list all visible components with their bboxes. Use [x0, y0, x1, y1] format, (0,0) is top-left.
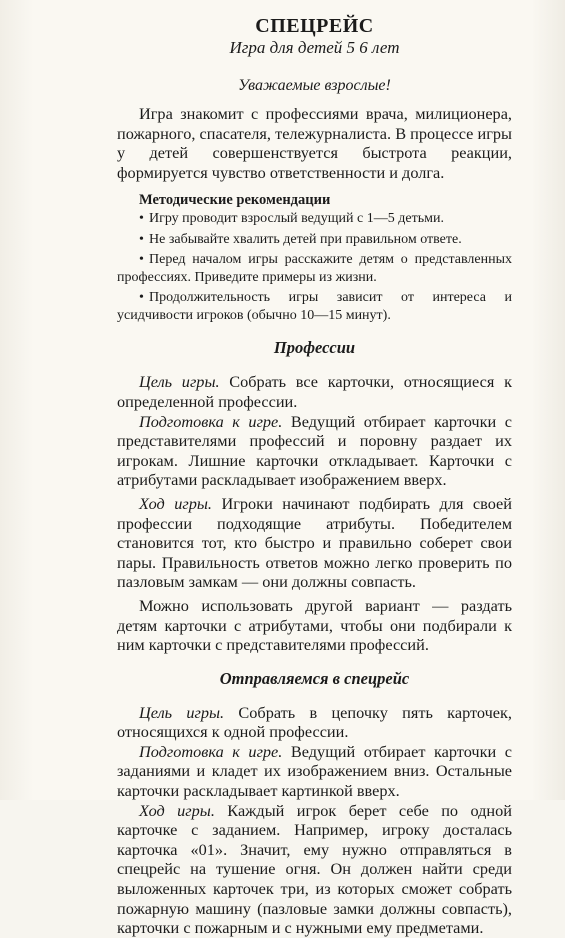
recommendation-item: [117, 210, 512, 228]
prep-label: Подготовка к игре.: [139, 411, 283, 431]
goal-text: Собрать в цепочку пять карточек, относящихся к одной профессии.: [117, 702, 513, 742]
professions-goal: [117, 372, 512, 411]
bullet-icon: •: [139, 211, 144, 227]
move-label: Ход игры.: [139, 800, 215, 820]
specreis-goal: [117, 703, 512, 742]
specreis-prep: [117, 742, 512, 801]
page-title: СПЕЦРЕЙС: [255, 15, 374, 37]
professions-variant: Можно использовать другой вариант — раздать детям карточки с атрибутами, чтобы они подбирали к ним карточки с представителями профессий.: [117, 595, 512, 655]
recommendation-text: Продолжительность игры зависит от интереса и усидчивости игроков (обычно 10—15 минут).: [117, 290, 512, 323]
bullet-icon: •: [139, 290, 144, 306]
intro-paragraph: Игра знакомит с профессиями врача, милиционера, пожарного, спасателя, тележурналиста. В процессе игры у детей совершенствуется быстрота реакции, формируется чувство ответственности и долга.: [117, 104, 512, 182]
prep-label: Подготовка к игре.: [139, 741, 283, 761]
move-text: Каждый игрок берет себе по одной карточке с заданием. Например, игроку досталась карточка «01». Значит, ему нужно отправляться в спецрейс на тушение огня. Он должен найти среди выложенных карточек три, из которых сможет собрать пожарную машину (пазловые замки должны совпасть), карточки с пожарным и с нужными ему предметами.: [117, 800, 512, 938]
intro-greeting: Уважаемые взрослые!: [238, 77, 391, 94]
recommendation-item: [117, 289, 512, 324]
goal-label: Цель игры.: [139, 372, 220, 392]
recommendation-text: Перед началом игры расскажите детям о представленных профессиях. Приведите примеры из жизни.: [117, 252, 512, 285]
recommendations-title: Методические рекомендации: [139, 192, 331, 209]
professions-prep: [117, 412, 512, 490]
recommendation-item: [117, 231, 512, 249]
section-heading-specreis: Отправляемся в спецрейс: [219, 668, 410, 688]
bullet-icon: •: [139, 231, 144, 247]
move-label: Ход игры.: [139, 493, 212, 513]
goal-label: Цель игры.: [139, 702, 225, 722]
prep-text: Ведущий отбирает карточки с заданиями и кладет их изображением вниз. Остальные карточки раскладывает картинкой вверх.: [117, 741, 512, 801]
recommendation-text: Не забывайте хвалить детей при правильном ответе.: [149, 231, 462, 247]
goal-text: Собрать все карточки, относящиеся к определенной профессии.: [117, 372, 512, 411]
recommendation-text: Игру проводит взрослый ведущий с 1—5 детьми.: [149, 211, 444, 227]
page-subtitle: Игра для детей 5 6 лет: [229, 38, 400, 57]
text-column: [117, 14, 512, 938]
bullet-icon: •: [139, 252, 144, 268]
recommendation-item: [117, 251, 512, 286]
professions-move: [117, 494, 512, 592]
move-text: Игроки начинают подбирать для своей профессии подходящие атрибуты. Победителем становится тот, кто быстро и правильно соберет свои пары. Правильность ответов можно легко проверить по пазловым замкам — они должны совпасть.: [117, 493, 512, 592]
section-heading-professions: Профессии: [273, 338, 356, 358]
specreis-move: [117, 801, 512, 938]
prep-text: Ведущий отбирает карточки с представителями профессий и поровну раздает их игрокам. Лишние карточки откладывает. Карточки с атрибутами раскладывает изображением вверх.: [117, 411, 512, 490]
